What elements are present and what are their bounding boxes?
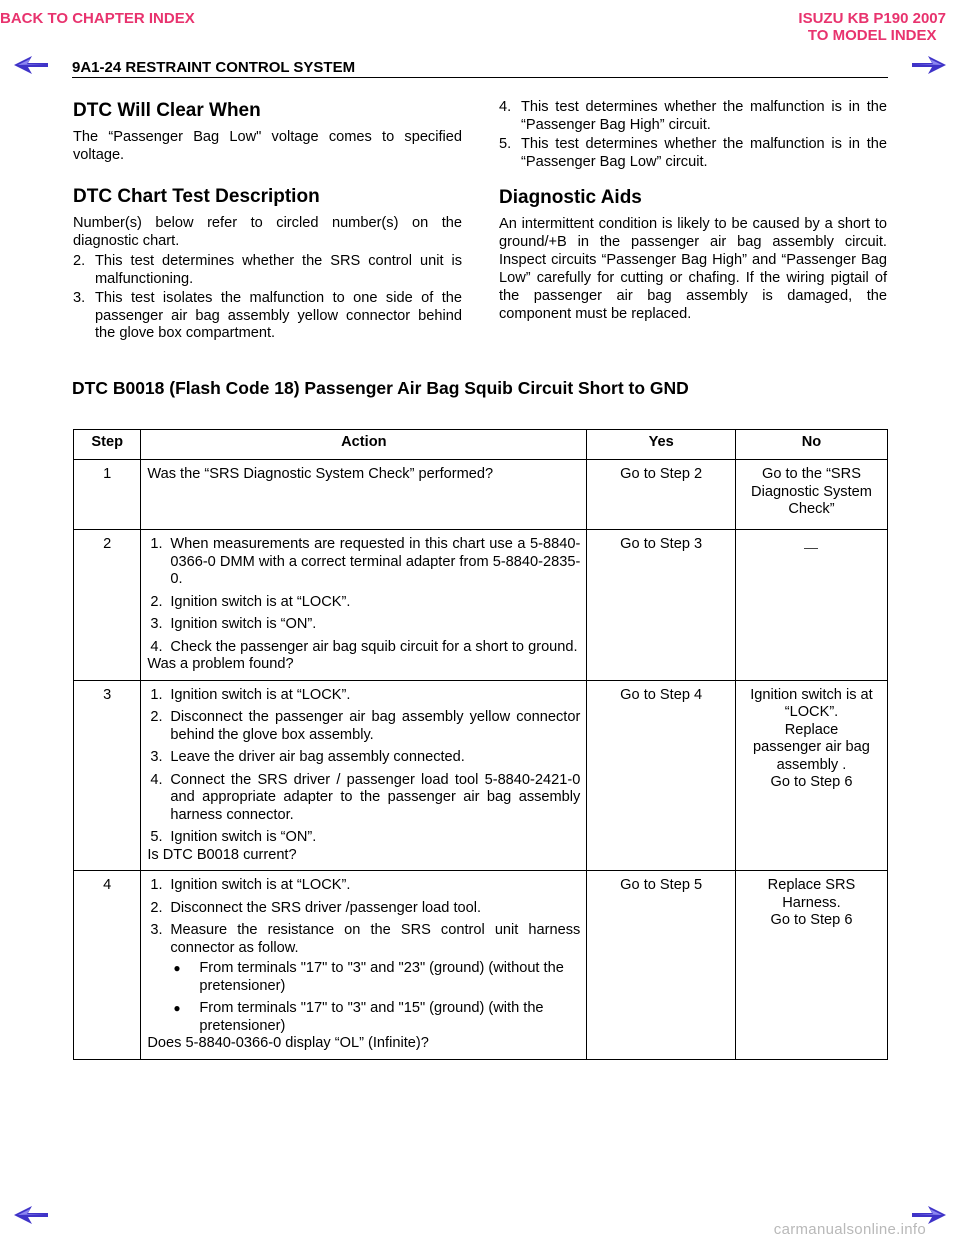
step-action xyxy=(141,680,587,871)
list-item: ● From terminals "17" to "3" and "23" (ground) (without the pretensioner) xyxy=(173,960,564,994)
no-result: Ignition switch is at “LOCK”. Replace passenger air bag assembly . Go to Step 6 xyxy=(735,680,887,871)
list-item: 5. Ignition switch is “ON”. xyxy=(150,829,317,845)
prev-page-arrow-icon[interactable] xyxy=(14,56,48,74)
dtc-title: DTC B0018 (Flash Code 18) Passenger Air Bag Squib Circuit Short to GND xyxy=(72,378,689,398)
right-column xyxy=(499,99,887,323)
diagnostic-aids-text: An intermittent condition is likely to be caused by a short to ground/+B in the passenger air bag assembly circuit. Inspect circuits “Passenger Bag High” and “Passenger Bag Low” carefully for cutting or chafing. If the wiring pigtail of the passenger air bag assembly is damaged, the component must be replaced. xyxy=(499,216,887,322)
diagnostic-table xyxy=(73,429,888,1060)
no-result: Go to the “SRS Diagnostic System Check” xyxy=(735,460,887,530)
step-action xyxy=(141,530,587,681)
no-action-dash xyxy=(804,548,818,549)
chart-test-list xyxy=(73,253,462,343)
list-item: 3. Leave the driver air bag assembly connected. xyxy=(150,749,465,765)
list-item: 4. Connect the SRS driver / passenger load tool 5-8840-2421-0 and appropriate adapter to the passenger air bag assembly harness connector. xyxy=(150,771,581,823)
table-row xyxy=(74,460,888,530)
next-page-arrow-icon[interactable] xyxy=(912,56,946,74)
table-row xyxy=(74,680,888,871)
yes-result: Go to Step 5 xyxy=(587,871,736,1060)
list-item: 2. Ignition switch is at “LOCK”. xyxy=(150,593,351,610)
model-title: ISUZU KB P190 2007 xyxy=(798,10,946,27)
page-header-title: 9A1-24 RESTRAINT CONTROL SYSTEM xyxy=(72,59,356,76)
diagnostic-aids-heading: Diagnostic Aids xyxy=(499,187,642,208)
step-question: Is DTC B0018 current? xyxy=(147,846,297,863)
list-item: 3. This test isolates the malfunction to one side of the passenger air bag assembly yellow connector behind the glove box compartment. xyxy=(73,290,462,341)
no-result: Replace SRS Harness. Go to Step 6 xyxy=(735,871,887,1060)
table-header-row xyxy=(74,430,888,460)
model-index-link[interactable] xyxy=(798,10,946,44)
list-item: ● From terminals "17" to "3" and "15" (ground) (with the pretensioner) xyxy=(173,1000,544,1034)
list-item: 2. Disconnect the passenger air bag assembly yellow connector behind the glove box assembly. xyxy=(150,709,581,743)
table-row xyxy=(74,871,888,1060)
bullet-icon: ● xyxy=(173,1001,181,1015)
list-item: 1. Ignition switch is at “LOCK”. xyxy=(150,877,351,893)
step-number: 1 xyxy=(74,460,141,530)
step-question: Does 5-8840-0366-0 display “OL” (Infinite)? xyxy=(147,1035,429,1051)
step-number: 2 xyxy=(74,530,141,681)
list-item: 3. Ignition switch is “ON”. xyxy=(150,616,317,632)
list-item: 4. This test determines whether the malfunction is in the “Passenger Bag High” circuit. xyxy=(499,99,887,133)
header-rule xyxy=(72,77,888,78)
step-action xyxy=(141,871,587,1060)
yes-result: Go to Step 2 xyxy=(587,460,736,530)
clear-text: The “Passenger Bag Low" voltage comes to specified voltage. xyxy=(73,129,462,163)
yes-result: Go to Step 4 xyxy=(587,680,736,871)
no-result xyxy=(735,530,887,681)
left-column xyxy=(73,100,462,345)
clear-heading: DTC Will Clear When xyxy=(73,100,261,121)
list-item: 4. Check the passenger air bag squib circuit for a short to ground. xyxy=(150,638,578,655)
prev-page-arrow-bottom-icon[interactable] xyxy=(14,1206,48,1224)
to-model-index: TO MODEL INDEX xyxy=(807,27,937,44)
col-no-header: No xyxy=(735,430,887,460)
col-action-header: Action xyxy=(141,430,587,460)
list-item: 5. This test determines whether the malfunction is in the “Passenger Bag Low” circuit. xyxy=(499,136,887,170)
table-row xyxy=(74,530,888,681)
yes-result: Go to Step 3 xyxy=(587,530,736,681)
list-item: 1. When measurements are requested in this chart use a 5-8840-0366-0 DMM with a correct terminal adapter from 5-8840-2835-0. xyxy=(150,536,581,587)
list-item: 2. Disconnect the SRS driver /passenger load tool. xyxy=(150,899,482,916)
chart-test-list-continued xyxy=(499,99,887,171)
col-yes-header: Yes xyxy=(587,430,736,460)
watermark: carmanualsonline.info xyxy=(773,1221,926,1238)
chart-heading: DTC Chart Test Description xyxy=(73,186,320,207)
list-item: 3. Measure the resistance on the SRS control unit harness connector as follow. xyxy=(150,922,581,956)
chart-intro: Number(s) below refer to circled number(s) on the diagnostic chart. xyxy=(73,215,462,249)
step-question: Was a problem found? xyxy=(147,656,294,672)
list-item: 2. This test determines whether the SRS control unit is malfunctioning. xyxy=(73,253,462,287)
step-action: Was the “SRS Diagnostic System Check” performed? xyxy=(141,460,587,530)
bullet-icon: ● xyxy=(173,961,181,975)
step-number: 4 xyxy=(74,871,141,1060)
back-to-chapter-link[interactable]: BACK TO CHAPTER INDEX xyxy=(0,10,195,27)
list-item: 1. Ignition switch is at “LOCK”. xyxy=(150,686,351,703)
step-number: 3 xyxy=(74,680,141,871)
col-step-header: Step xyxy=(74,430,141,460)
